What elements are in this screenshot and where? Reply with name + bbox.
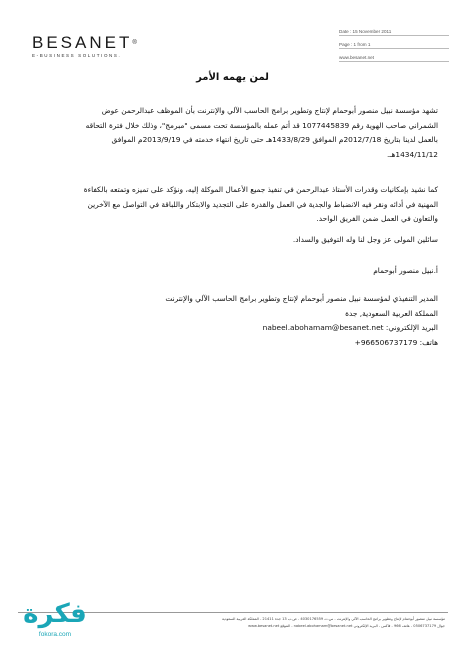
- website-line: www.besanet.net: [339, 54, 449, 62]
- footer: [95, 616, 445, 629]
- watermark-word: فكرة: [23, 599, 87, 629]
- paragraph-line: المهنية في أدائه ونقر فيه الانضباط والجدية في العمل والقدرة على التجديد والابتكار واللباقة في التواصل مع الآخرين: [87, 199, 438, 209]
- signatory-location: المملكة العربية السعودية, جدة: [345, 308, 438, 318]
- page-number-line: Page : 1 from 1: [339, 41, 449, 49]
- watermark-url: fokora.com: [38, 631, 72, 638]
- paragraph-certification: [60, 104, 438, 162]
- company-logo: [32, 34, 232, 58]
- paragraph-line: 1434/11/12هـ.: [386, 149, 438, 159]
- footer-line: جوال 0506737179 - هاتف 966 - فاكس - البريد الإلكتروني nabeel.abohamam@besanet.net - الموقع www.besanet.net: [248, 623, 445, 628]
- signatory-name: أ.نبيل منصور أبوحمام: [373, 266, 438, 275]
- watermark-logo: [10, 598, 100, 646]
- paragraph-line: كما نشيد بإمكانيات وقدرات الأستاذ عبدالرحمن في تنفيذ جميع الأعمال الموكلة إليه، ونؤكد على تميزه وتمتعه بالكفاءة: [83, 185, 438, 194]
- paragraph-praise: [60, 183, 438, 227]
- paragraph-line: والتعاون في العمل ضمن الفريق الواحد.: [316, 214, 438, 223]
- signature-block: [60, 292, 438, 350]
- email-label: البريد الإلكتروني:: [385, 323, 438, 332]
- phone-line: [60, 336, 438, 351]
- letter-subject: لمن يهمه الأمر: [196, 72, 269, 83]
- logo-wordmark: BESANET®: [32, 33, 137, 52]
- paragraph-line: الشمراني صاحب الهوية رقم 1077445839 قد أتم عمله بالمؤسسة تحت مسمى "مبرمج"، وذلك خلال فترة التحاقه: [85, 120, 438, 130]
- paragraph-line: بالعمل لدينا بتاريخ 2012/7/18م الموافق 1433/8/29هـ حتى تاريخ انتهاء خدمته في 2013/9/19م الموافق: [111, 135, 438, 144]
- footer-line: مؤسسة نبيل منصور أبوحمام لإنتاج وتطوير برامج الحاسب الآلي والإنترنت - س.ت 4030176559 - ص.ب 13 جدة 21411 - المملكة العربية السعودية: [221, 617, 445, 621]
- document-meta: [339, 28, 449, 67]
- email-link[interactable]: nabeel.abohamam@besanet.net: [262, 323, 384, 332]
- signatory-title: المدير التنفيذي لمؤسسة نبيل منصور أبوحمام لإنتاج وتطوير برامج الحاسب الآلي والإنترنت: [165, 294, 438, 303]
- logo-tagline: E-BUSINESS SOLUTIONS.: [32, 53, 122, 58]
- phone-number: +966506737179: [354, 337, 418, 347]
- phone-label: هاتف:: [419, 337, 438, 347]
- closing-line: سائلين المولى عز وجل لنا وله التوفيق والسداد.: [292, 235, 438, 244]
- date-line: Date : 15 November 2011: [339, 28, 449, 36]
- paragraph-line: تشهد مؤسسة نبيل منصور أبوحمام لإنتاج وتطوير برامج الحاسب الآلي والإنترنت بأن الموظف عبدالرحمن عوض: [101, 106, 438, 115]
- email-line: [60, 321, 438, 336]
